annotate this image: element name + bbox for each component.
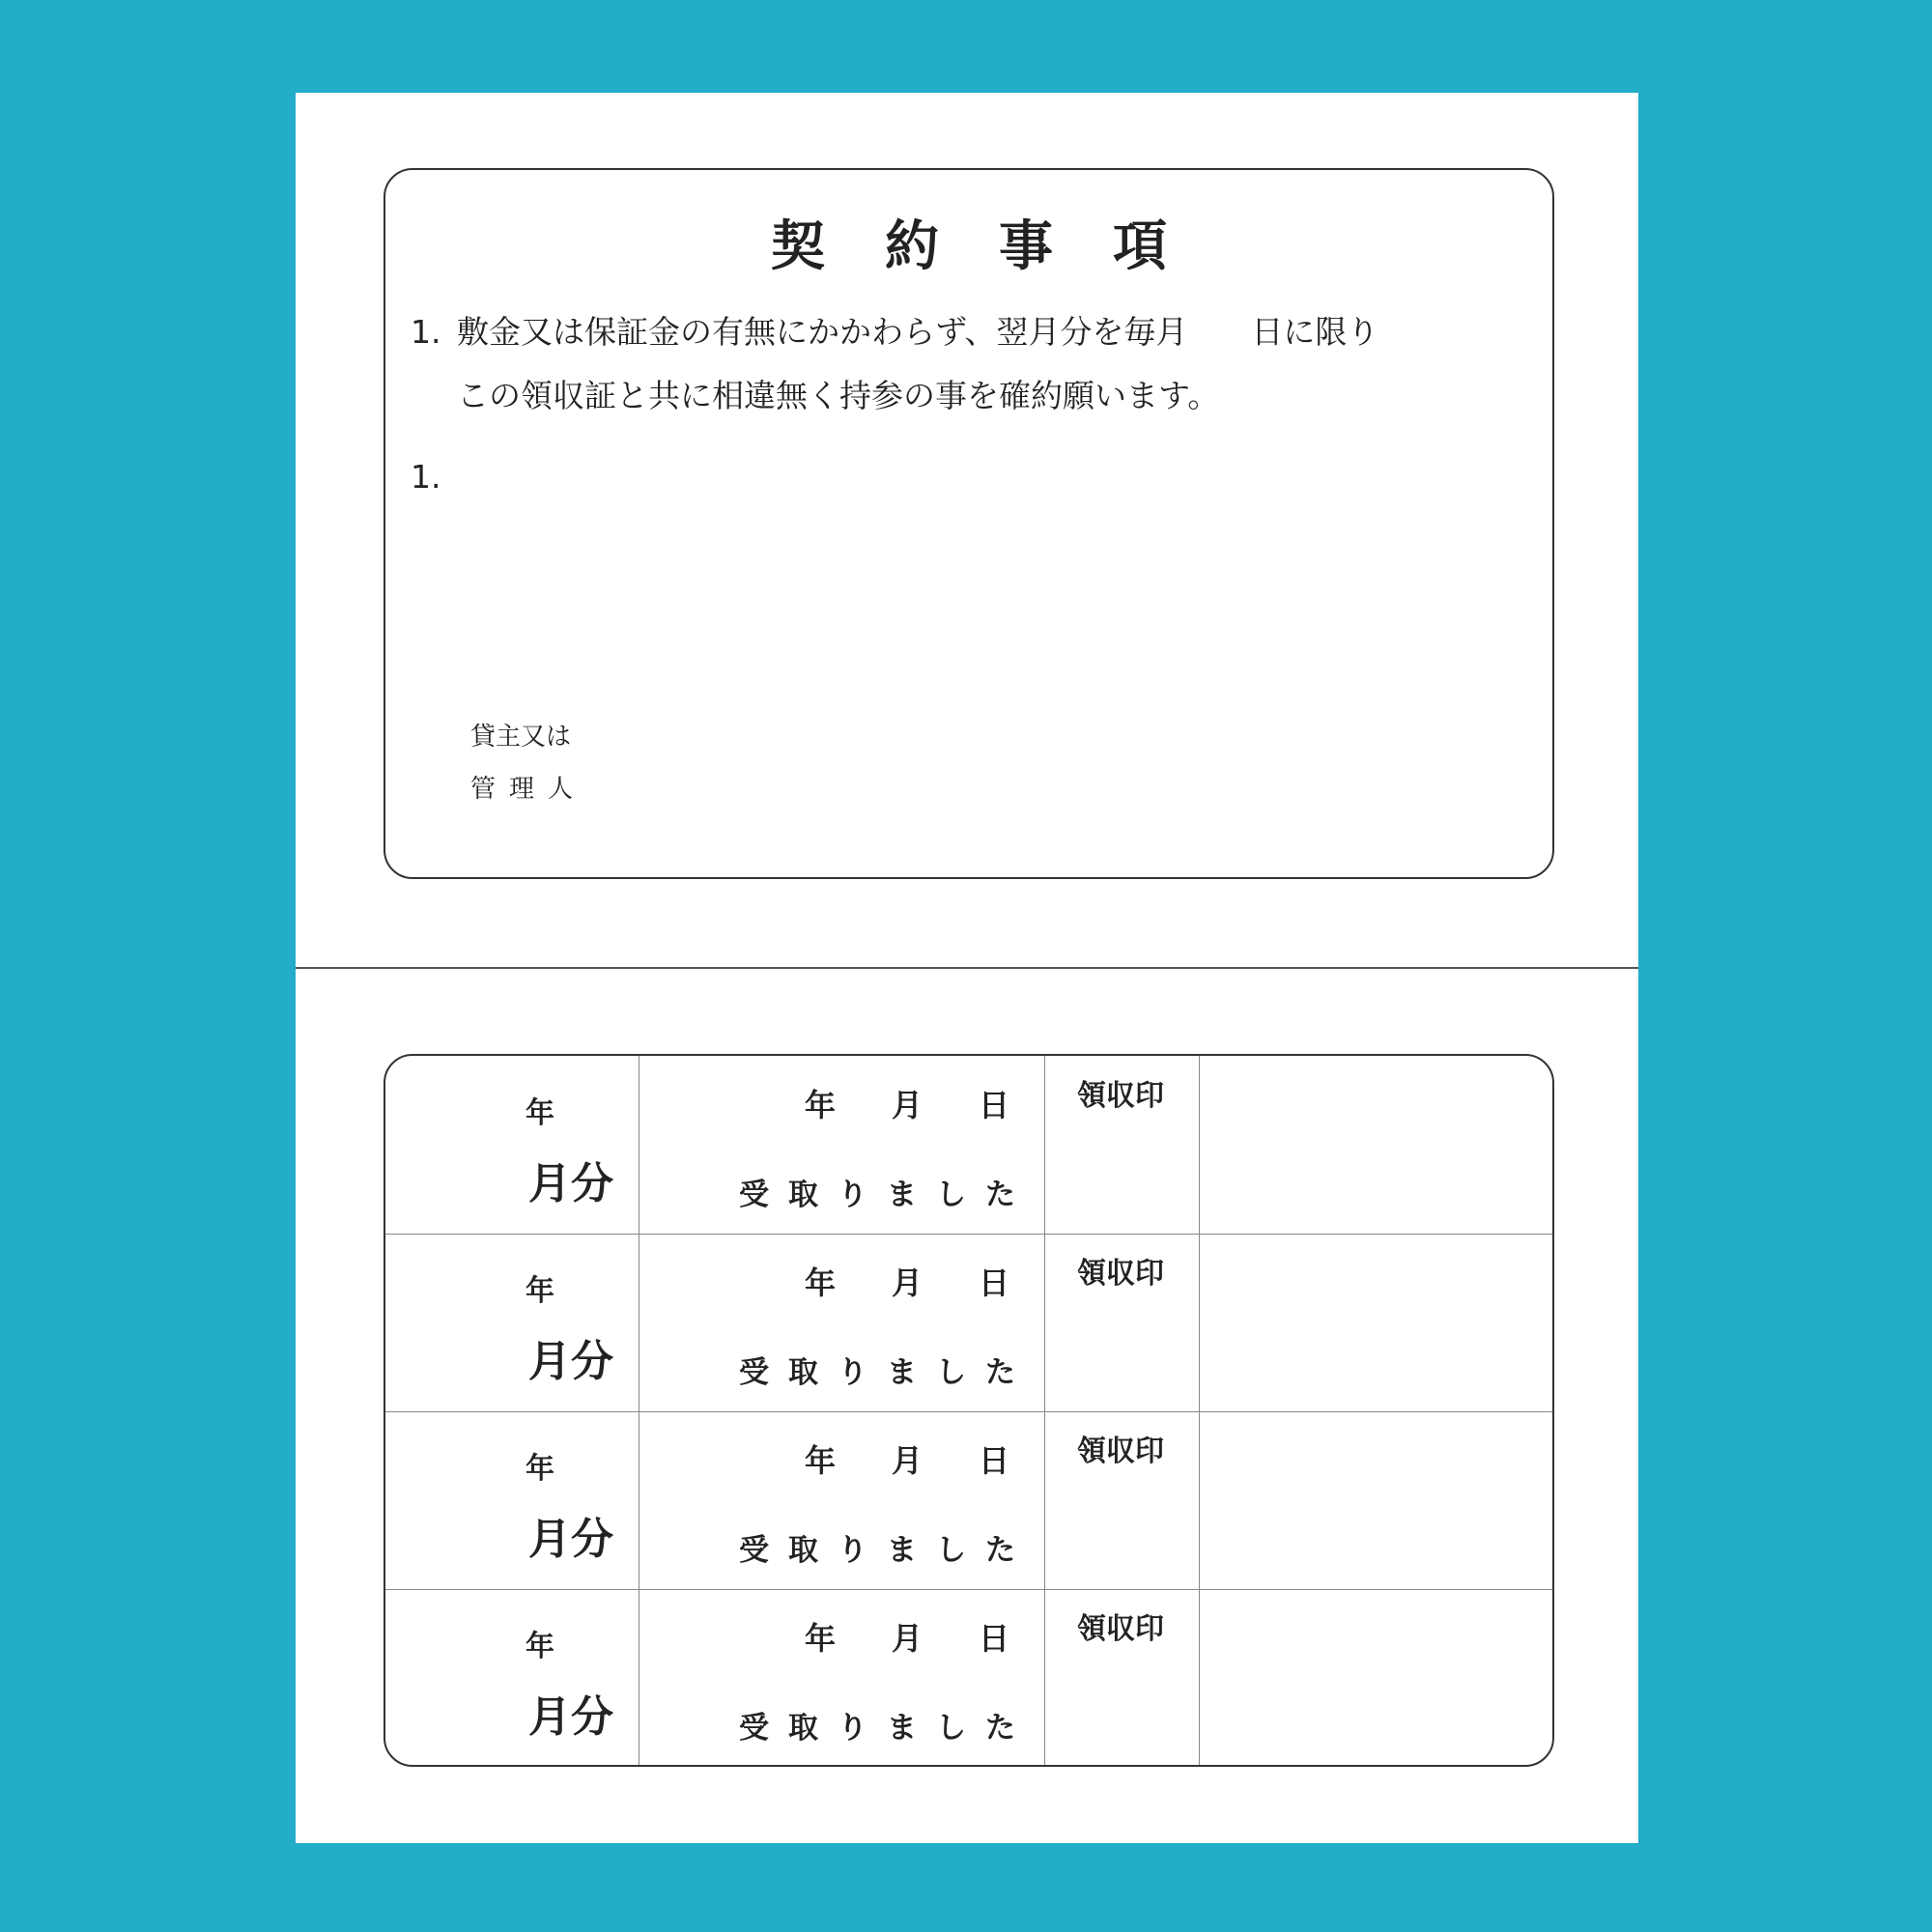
received-label: 受取りました [739,1178,1035,1212]
landlord-signature-block [470,711,586,815]
receipt-row [385,1056,1552,1235]
clause-number: 1. [411,458,441,496]
year-label: 年 [526,1096,554,1130]
year-label: 年 [526,1630,554,1663]
seal-label: 領収印 [1077,1257,1164,1291]
contract-clause [411,445,507,513]
receipt-row [385,1234,1552,1412]
receipt-row [385,1589,1552,1767]
receipt-booklet-sheet [296,93,1638,1843]
contract-clause [411,300,1541,436]
month-label: 月分 [528,1159,613,1208]
date-label: 年月日 [805,1620,1066,1657]
clause-number: 1. [411,313,441,351]
date-label: 年月日 [805,1442,1066,1479]
column-divider [1199,1234,1200,1411]
manager-label: 管理人 [470,775,587,804]
contract-title: 契約事項 [771,215,1227,278]
received-label: 受取りました [739,1355,1035,1390]
column-divider [1199,1411,1200,1589]
year-label: 年 [526,1274,554,1308]
year-label: 年 [526,1452,554,1486]
fold-line [296,967,1638,969]
clause-text-line: 敷金又は保証金の有無にかかわらず、翌月分を毎月 日に限り [457,313,1379,351]
date-label: 年月日 [805,1087,1066,1123]
receipt-table [384,1054,1554,1767]
column-divider [1199,1056,1200,1234]
month-label: 月分 [528,1692,613,1742]
clause-text-line: この領収証と共に相違無く持参の事を確約願います。 [457,377,1220,414]
landlord-label: 貸主又は [470,723,572,752]
date-label: 年月日 [805,1264,1066,1301]
contract-card [384,168,1554,879]
receipt-row [385,1411,1552,1590]
month-label: 月分 [528,1337,613,1386]
month-label: 月分 [528,1515,613,1564]
seal-label: 領収印 [1077,1079,1164,1113]
seal-label: 領収印 [1077,1612,1164,1646]
column-divider [1199,1589,1200,1767]
seal-label: 領収印 [1077,1435,1164,1468]
received-label: 受取りました [739,1533,1035,1568]
received-label: 受取りました [739,1711,1035,1746]
